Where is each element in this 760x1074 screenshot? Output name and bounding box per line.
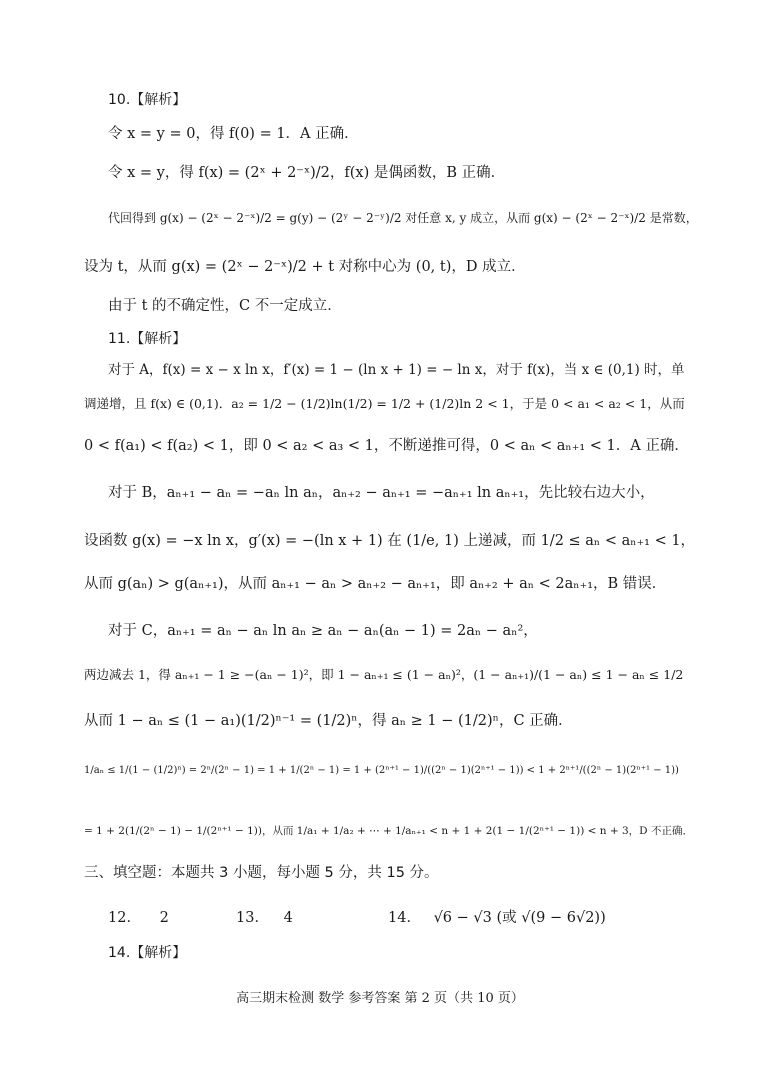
q10-line-4: 设为 t，从而 g(x) = (2ˣ − 2⁻ˣ)/2 + t 对称中心为 (0, t)，D 成立．: [84, 259, 526, 275]
answer-13: [236, 906, 293, 927]
page-footer: 高三期末检测 数学 参考答案 第 2 页（共 10 页）: [236, 991, 524, 1006]
q11-a-line-2: 调递增，且 f(x) ∈ (0,1)．a₂ = 1/2 − (1/2)ln(1/2) = 1/2 + (1/2)ln 2 < 1，于是 0 < a₁ < a₂ < 1，从而: [84, 396, 685, 411]
answer-value: 2: [159, 910, 169, 926]
answer-label: 13．: [236, 910, 269, 926]
q11-heading: 11.【解析】: [108, 331, 187, 347]
answer-value: √6 − √3 (或 √(9 − 6√2)): [433, 910, 606, 926]
q10-line-2: 令 x = y，得 f(x) = (2ˣ + 2⁻ˣ)/2，f(x) 是偶函数，B 正确．: [108, 165, 506, 181]
q11-c-line-3: 从而 1 − aₙ ≤ (1 − a₁)(1/2)ⁿ⁻¹ = (1/2)ⁿ，得 aₙ ≥ 1 − (1/2)ⁿ，C 正确．: [84, 713, 573, 729]
q10-line-3: 代回得到 g(x) − (2ˣ − 2⁻ˣ)/2 = g(y) − (2ʸ − 2⁻ʸ)/2 对任意 x, y 成立，从而 g(x) − (2ˣ − 2⁻ˣ)/2 是常数，: [108, 211, 698, 225]
q11-b-line-1: 对于 B，aₙ₊₁ − aₙ = −aₙ ln aₙ，aₙ₊₂ − aₙ₊₁ = −aₙ₊₁ ln aₙ₊₁，先比较右边大小，: [108, 485, 655, 501]
q11-a-line-1: 对于 A，f(x) = x − x ln x，f′(x) = 1 − (ln x + 1) = − ln x，对于 f(x)，当 x ∈ (0,1) 时，单: [108, 362, 685, 378]
q14-heading: 14.【解析】: [108, 945, 187, 961]
q11-d-line-1: 1/aₙ ≤ 1/(1 − (1/2)ⁿ) = 2ⁿ/(2ⁿ − 1) = 1 + 1/(2ⁿ − 1) = 1 + (2ⁿ⁺¹ − 1)/((2ⁿ − 1)(2ⁿ⁺¹ − 1)) < 1 + 2ⁿ⁺¹/((2ⁿ − 1)(2ⁿ⁺¹ − 1)): [84, 765, 679, 776]
answer-value: 4: [283, 910, 293, 926]
q11-c-line-2: 两边减去 1，得 aₙ₊₁ − 1 ≥ −(aₙ − 1)²，即 1 − aₙ₊₁ ≤ (1 − aₙ)²，(1 − aₙ₊₁)/(1 − aₙ) ≤ 1 − aₙ ≤ 1/2: [84, 667, 684, 682]
answer-14: [388, 906, 606, 927]
q11-a-line-3: 0 < f(a₁) < f(a₂) < 1，即 0 < a₂ < a₃ < 1，不断递推可得，0 < aₙ < aₙ₊₁ < 1．A 正确．: [84, 438, 689, 454]
section-3-heading: 三、填空题：本题共 3 小题，每小题 5 分，共 15 分。: [84, 865, 439, 881]
answer-12: [108, 906, 169, 927]
q10-line-1: 令 x = y = 0，得 f(0) = 1．A 正确．: [108, 126, 359, 142]
answer-label: 12．: [108, 910, 141, 926]
q11-b-line-3: 从而 g(aₙ) > g(aₙ₊₁)，从而 aₙ₊₁ − aₙ > aₙ₊₂ − aₙ₊₁，即 aₙ₊₂ + aₙ < 2aₙ₊₁，B 错误．: [84, 576, 667, 592]
answer-label: 14．: [388, 910, 421, 926]
q10-heading: 10.【解析】: [108, 92, 187, 108]
q11-b-line-2: 设函数 g(x) = −x ln x，g′(x) = −(ln x + 1) 在 (1/e, 1) 上递减，而 1/2 ≤ aₙ < aₙ₊₁ < 1，: [84, 533, 696, 549]
q11-d-line-2: = 1 + 2(1/(2ⁿ − 1) − 1/(2ⁿ⁺¹ − 1))，从而 1/a₁ + 1/a₂ + ⋯ + 1/aₙ₊₁ < n + 1 + 2(1 − 1/(2ⁿ⁺¹ − 1)) < n + 3，D 不正确．: [84, 825, 693, 837]
q11-c-line-1: 对于 C，aₙ₊₁ = aₙ − aₙ ln aₙ ≥ aₙ − aₙ(aₙ − 1) = 2aₙ − aₙ²，: [108, 623, 538, 639]
q10-line-5: 由于 t 的不确定性，C 不一定成立．: [108, 298, 342, 314]
